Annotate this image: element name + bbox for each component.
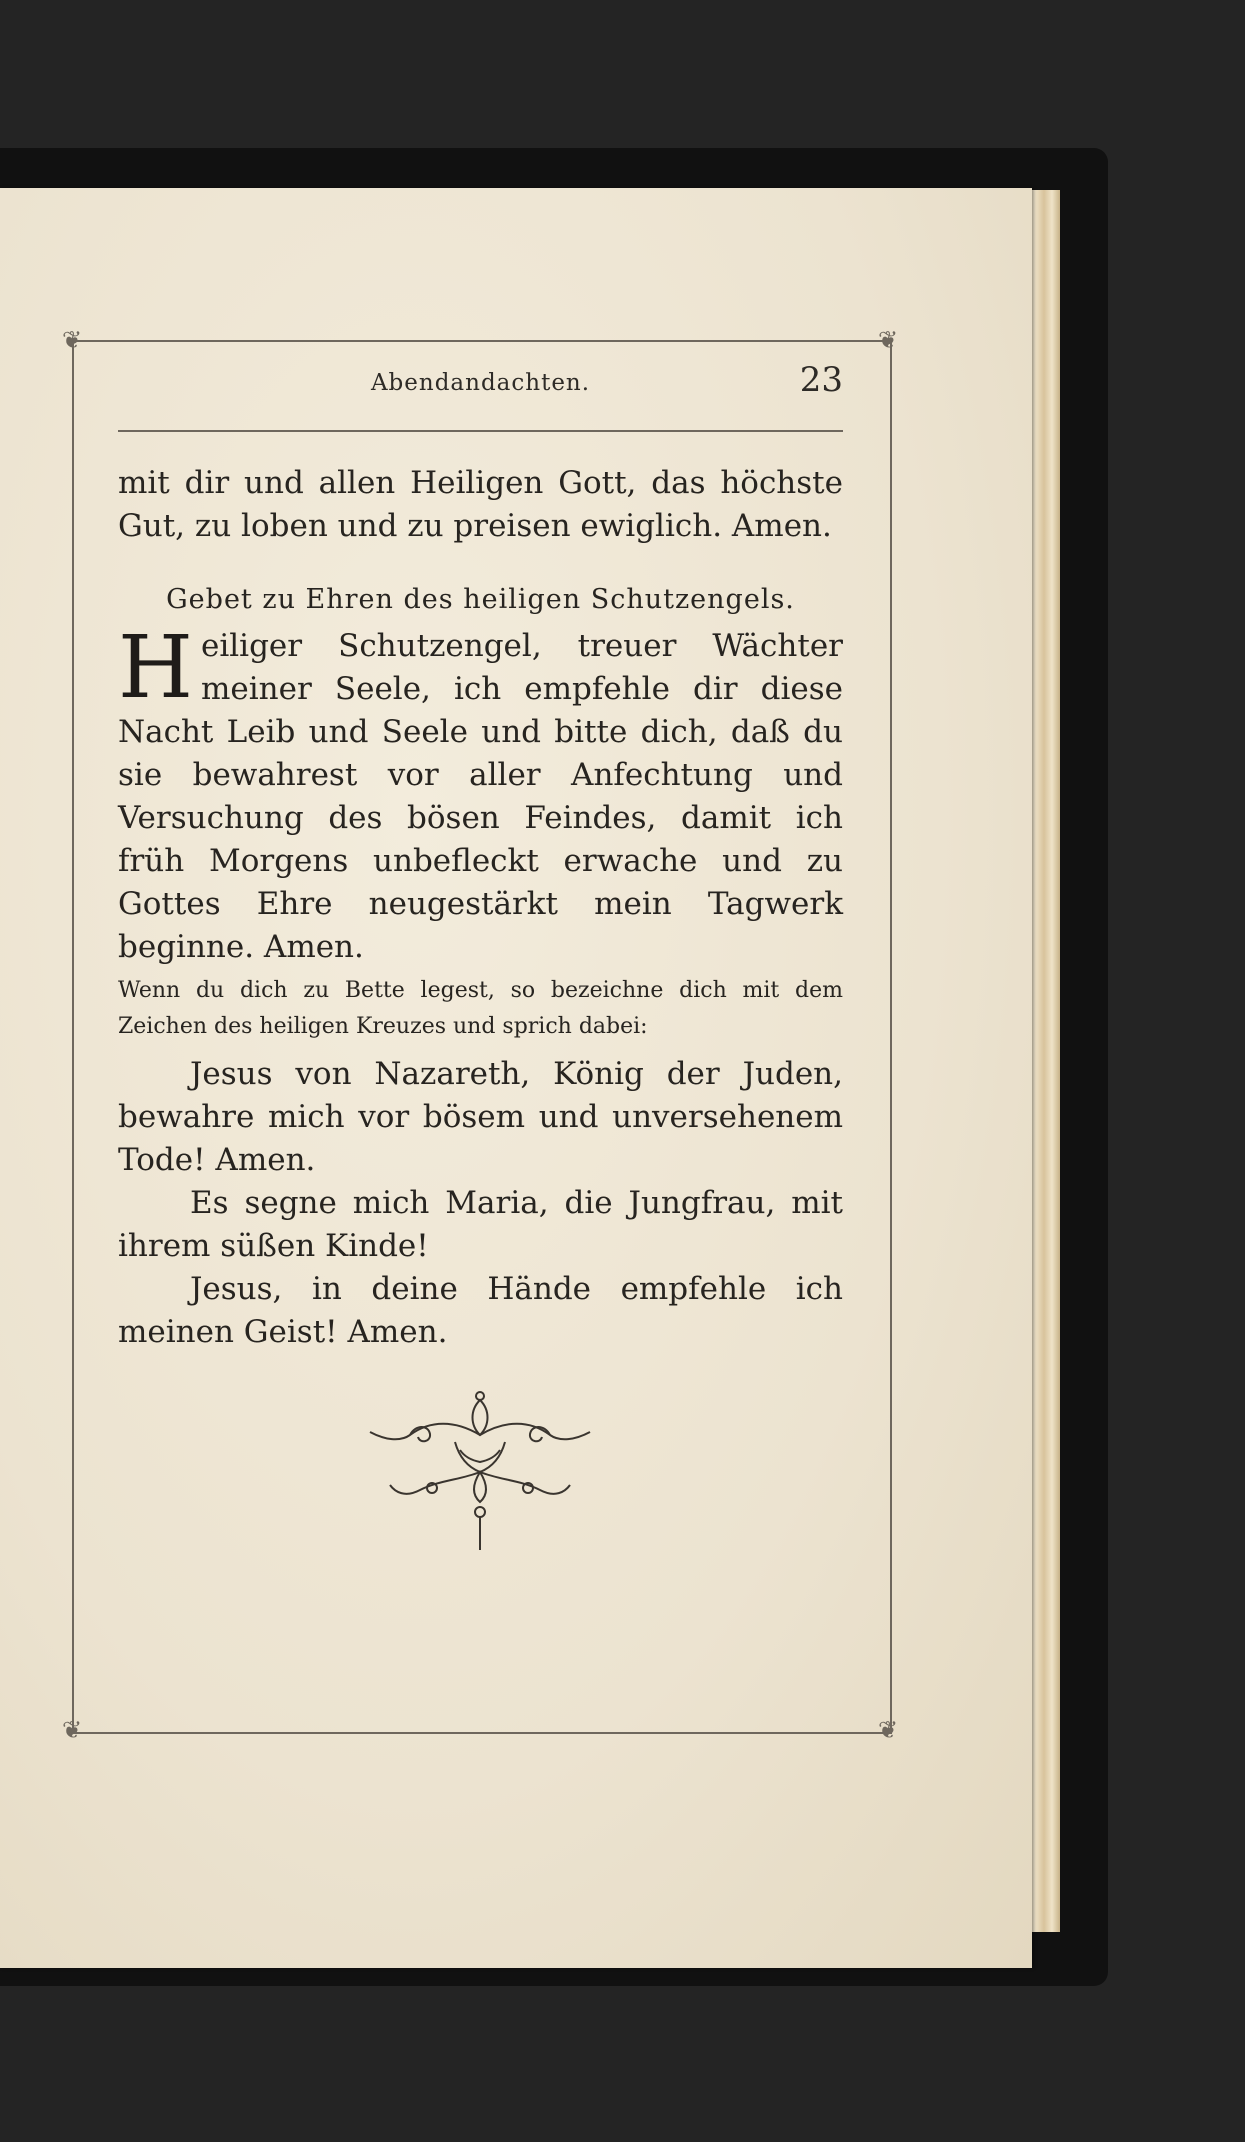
corner-flourish-icon: ❦ xyxy=(877,1716,899,1744)
section-heading: Gebet zu Ehren des heiligen Schutzengels. xyxy=(166,584,795,615)
prayer-text: eiliger Schutzengel, treuer Wächter meiner Seele, ich empfehle dir diese Nacht Leib und Seele und bitte dich, daß du sie bewahrest vor aller Anfechtung und Versuchung des bösen Feindes, damit ich früh Morgens unbefleckt erwache und zu Gottes Ehre neugestärkt mein Tagwerk beginne. Amen. xyxy=(118,628,843,965)
page-number: 23 xyxy=(799,360,843,400)
corner-flourish-icon: ❦ xyxy=(877,326,899,354)
prayer-line: Es segne mich Maria, die Jungfrau, mit ihrem süßen Kinde! xyxy=(118,1185,843,1264)
instruction-note: Wenn du dich zu Bette legest, so bezeichne dich mit dem Zeichen des heiligen Kreuzes und sprich dabei: xyxy=(118,978,843,1039)
corner-flourish-icon: ❦ xyxy=(61,326,83,354)
prayer-line: Jesus von Nazareth, König der Juden, bewahre mich vor bösem und unversehenem Tode! Amen. xyxy=(118,1056,843,1178)
prayer-paragraph xyxy=(118,618,843,969)
paragraph-continuation: mit dir und allen Heiligen Gott, das höchste Gut, zu loben und zu preisen ewiglich. Amen. xyxy=(118,465,843,544)
running-title: Abendandachten. xyxy=(370,370,591,396)
page-body xyxy=(118,462,843,1354)
prayer-line: Jesus, in deine Hände empfehle ich meinen Geist! Amen. xyxy=(118,1271,843,1350)
floral-ornament-icon xyxy=(360,1380,600,1560)
corner-flourish-icon: ❦ xyxy=(61,1716,83,1744)
page-header xyxy=(118,360,843,432)
drop-cap: H xyxy=(118,618,193,718)
